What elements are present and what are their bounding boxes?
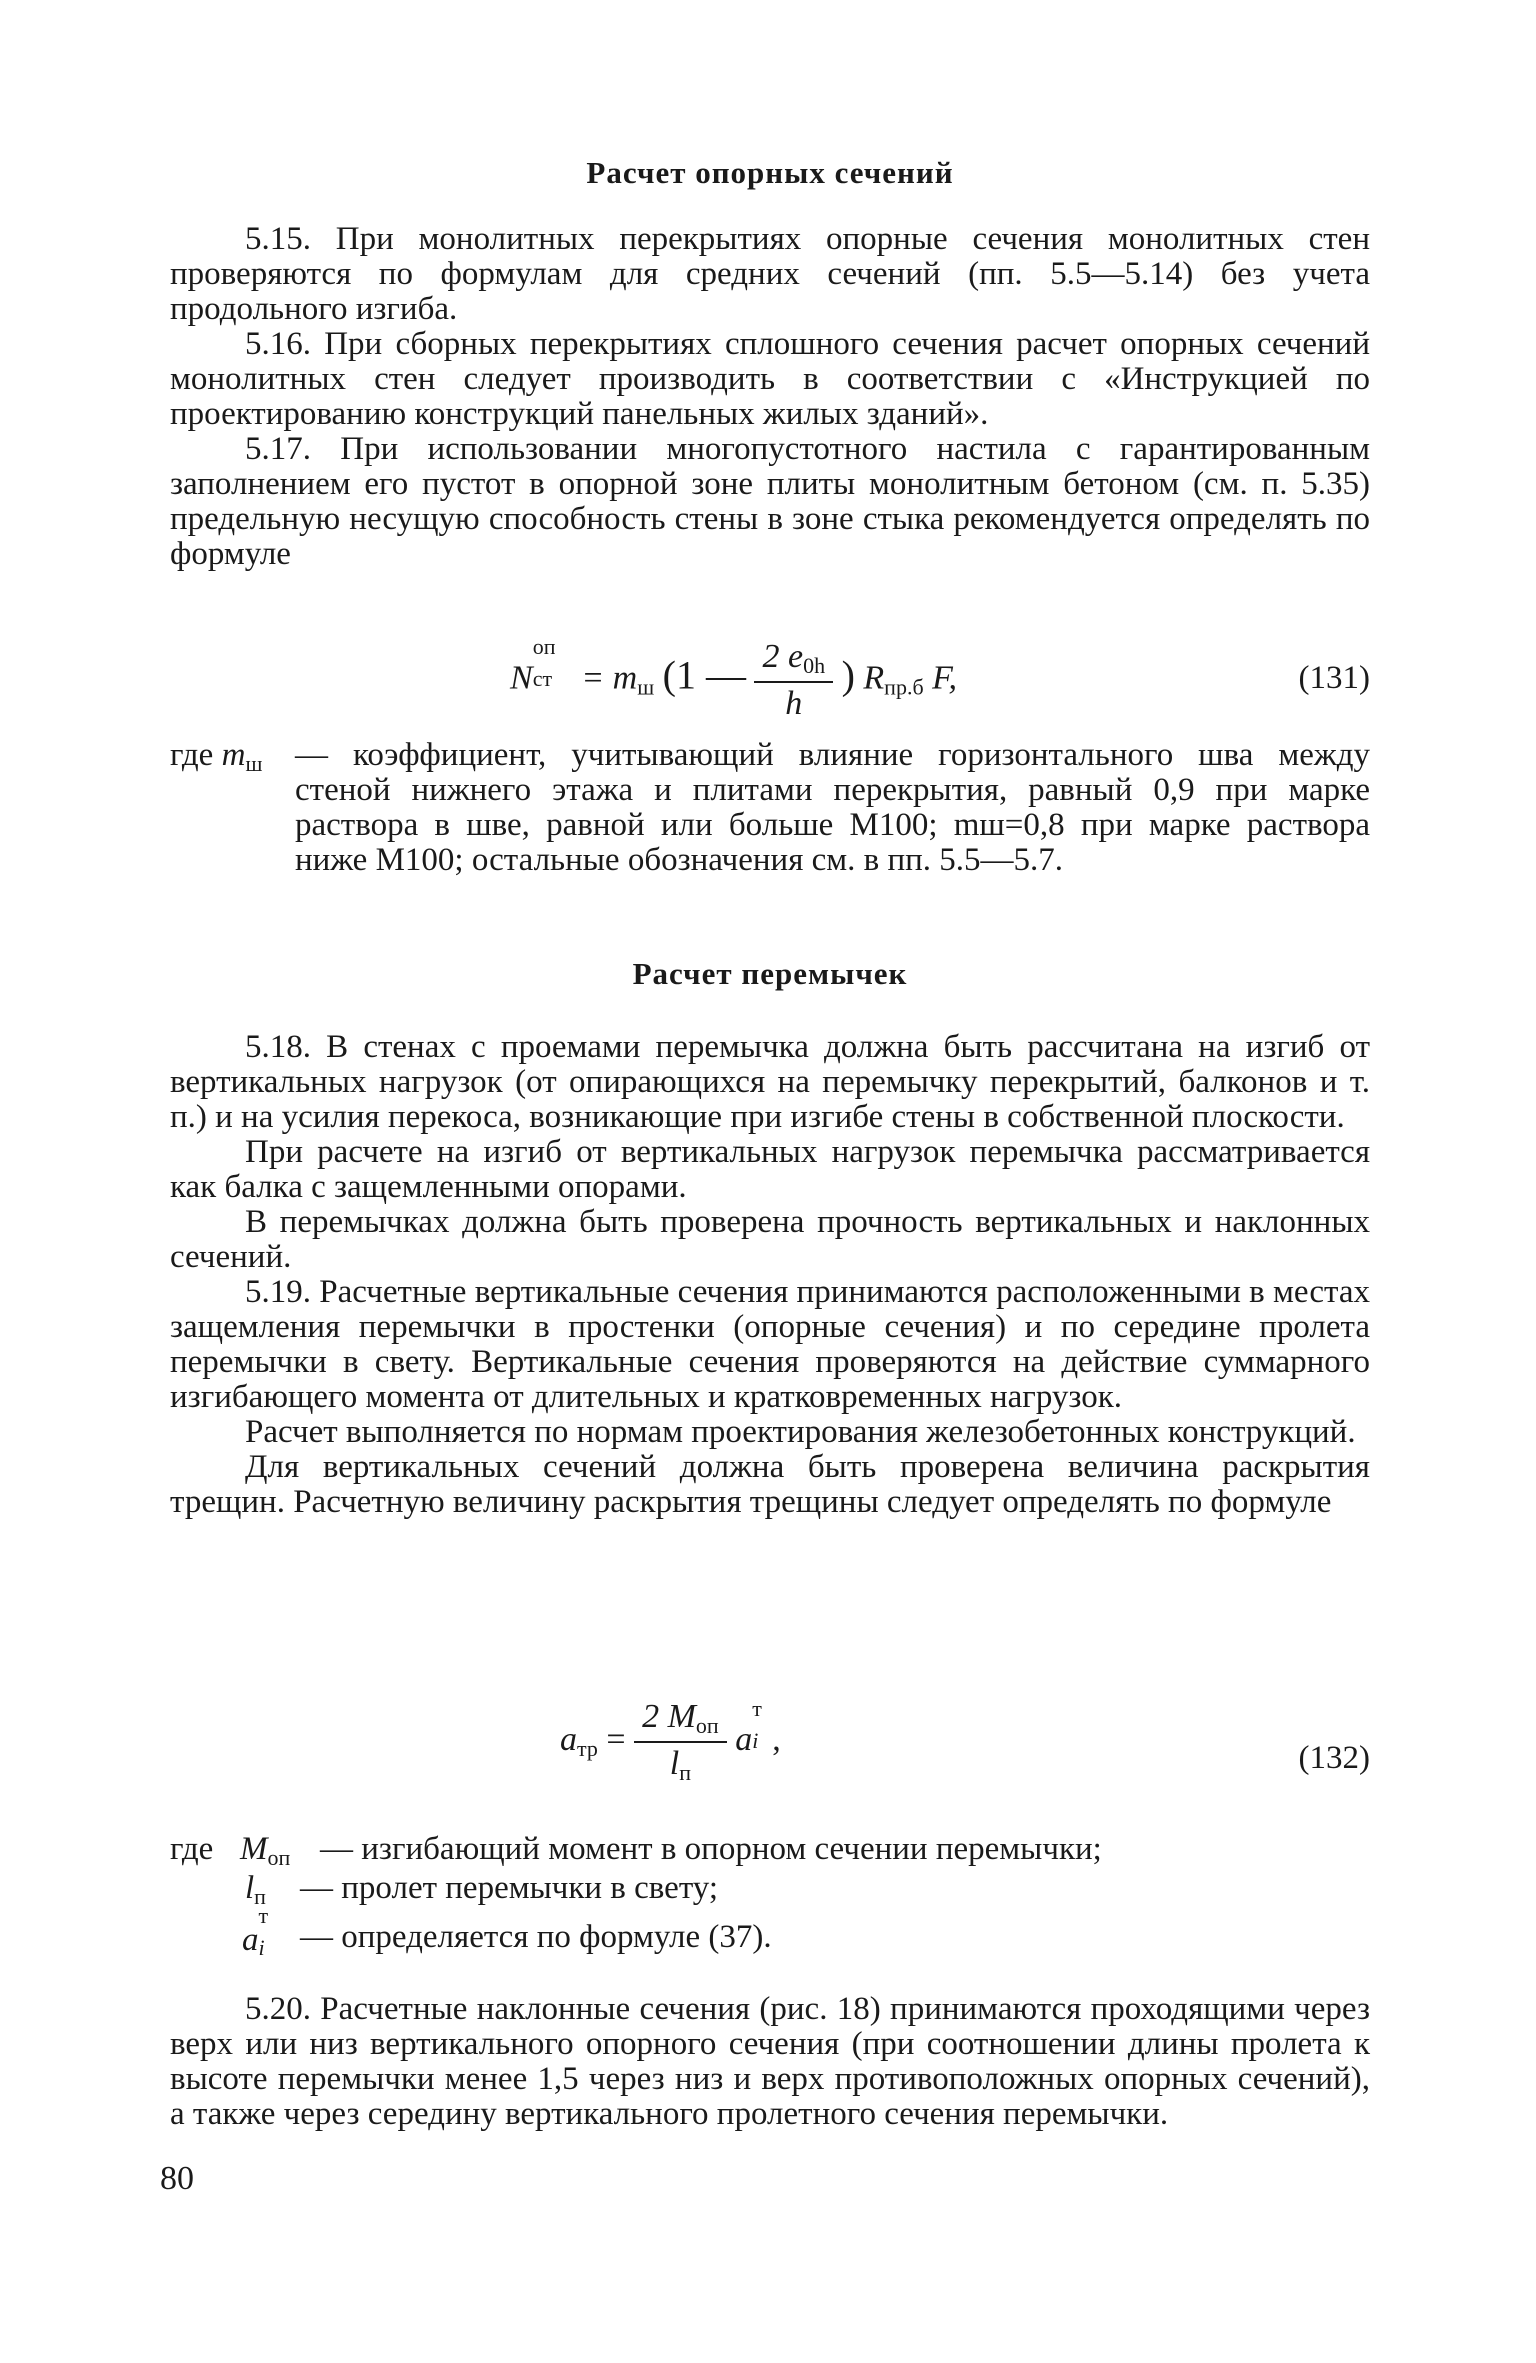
where-132-text-moment: — изгибающий момент в опорном сечении перемычки; <box>320 1831 1102 1867</box>
clause-5-18-strength: В перемычках должна быть проверена прочность вертикальных и наклонных сечений. <box>170 1204 1370 1275</box>
where-132-text-span: — пролет перемычки в свету; <box>300 1870 719 1906</box>
clauses-518-519 <box>170 1030 1370 1520</box>
formula-131-expression: N оп ст = $m_ш$ (1 — $\frac{2 e_{0h}}{h}$ ) $R_{пр.б}$ F, <box>510 634 958 722</box>
section-heading-lintels: Расчет перемычек <box>632 956 908 991</box>
clause-5-18: 5.18. В стенах с проемами перемычка должна быть рассчитана на изгиб от вертикальных нагрузок (от опирающихся на перемычку перекрытий, балконов и т. п.) и на усилия перекоса, возникающие при изгибе стены в собственной плоскости. <box>170 1029 1370 1135</box>
equation-number-131: (131) <box>1298 660 1370 696</box>
formula-132-expression: $a_{тр}$ = $\frac{2 M_{оп}}{l_п}$ a т i , <box>560 1695 781 1785</box>
fraction-131: $\frac{2 e_{0h}}{h}$ <box>754 640 833 721</box>
equation-number-132: (132) <box>1298 1740 1370 1776</box>
fraction-132: $\frac{2 M_{оп}}{l_п}$ <box>634 1700 727 1784</box>
where-132-row: $l_п$ — пролет перемычки в свету; <box>170 1871 1370 1906</box>
clause-5-19-norms: Расчет выполняется по нормам проектирования железобетонных конструкций. <box>245 1414 1356 1450</box>
clause-5-16: 5.16. При сборных перекрытиях сплошного сечения расчет опорных сечений монолитных стен следует производить в соответствии с «Инструкцией по проектированию конструкций панельных жилых зданий». <box>170 326 1370 432</box>
formula-131 <box>170 634 1370 722</box>
where-132-row: a т i — определяется по формуле (37). <box>170 1920 1370 1955</box>
where-131-symbol: где $m_ш$ <box>170 737 263 776</box>
where-132-row: где $M_{оп}$ — изгибающий момент в опорном сечении перемычки; <box>170 1832 1370 1867</box>
clause-520-block <box>170 1992 1370 2132</box>
clause-5-19-cracks: Для вертикальных сечений должна быть проверена величина раскрытия трещин. Расчетную величину раскрытия трещины следует определять по формуле <box>170 1449 1370 1520</box>
section-heading-support: Расчет опорных сечений <box>586 155 954 190</box>
clause-5-15: 5.15. При монолитных перекрытиях опорные сечения монолитных стен проверяются по формулам для средних сечений (пп. 5.5—5.14) без учета продольного изгиба. <box>170 221 1370 327</box>
lintels-block <box>170 955 1370 992</box>
where-131-text: — коэффициент, учитывающий влияние горизонтального шва между стеной нижнего этажа и плитами перекрытия, равный 0,9 при марке раствора в шве, равной или больше М100; mш=0,8 при марке раствора ниже М100; остальные обозначения см. в пп. 5.5—5.7. <box>295 737 1370 878</box>
formula-132 <box>170 1695 1370 1810</box>
support-sections-block <box>170 154 1370 191</box>
clause-5-18-beam: При расчете на изгиб от вертикальных нагрузок перемычка рассматривается как балка с защемленными опорами. <box>170 1134 1370 1205</box>
clause-5-17: 5.17. При использовании многопустотного настила с гарантированным заполнением его пустот в опорной зоне плиты монолитным бетоном (см. п. 5.35) предельную несущую способность стены в зоне стыка рекомендуется определять по формуле <box>170 431 1370 572</box>
where-132-prefix: где <box>170 1831 214 1867</box>
clauses-515-517 <box>170 222 1370 572</box>
where-131-row <box>170 738 1370 878</box>
clause-5-19: 5.19. Расчетные вертикальные сечения принимаются расположенными в местах защемления перемычки в простенки (опорные сечения) и по середине пролета перемычки в свету. Вертикальные сечения проверяются на действие суммарного изгибающего момента от длительных и кратковременных нагрузок. <box>170 1274 1370 1415</box>
where-132-text-crack: — определяется по формуле (37). <box>300 1919 772 1955</box>
page-number: 80 <box>160 2160 194 2197</box>
clause-5-20: 5.20. Расчетные наклонные сечения (рис. 18) принимаются проходящими через верх или низ вертикального опорного сечения (при соотношении длины пролета к высоте перемычки менее 1,5 через низ и верх противоположных опорных сечений), а также через середину вертикального пролетного сечения перемычки. <box>170 1991 1370 2132</box>
